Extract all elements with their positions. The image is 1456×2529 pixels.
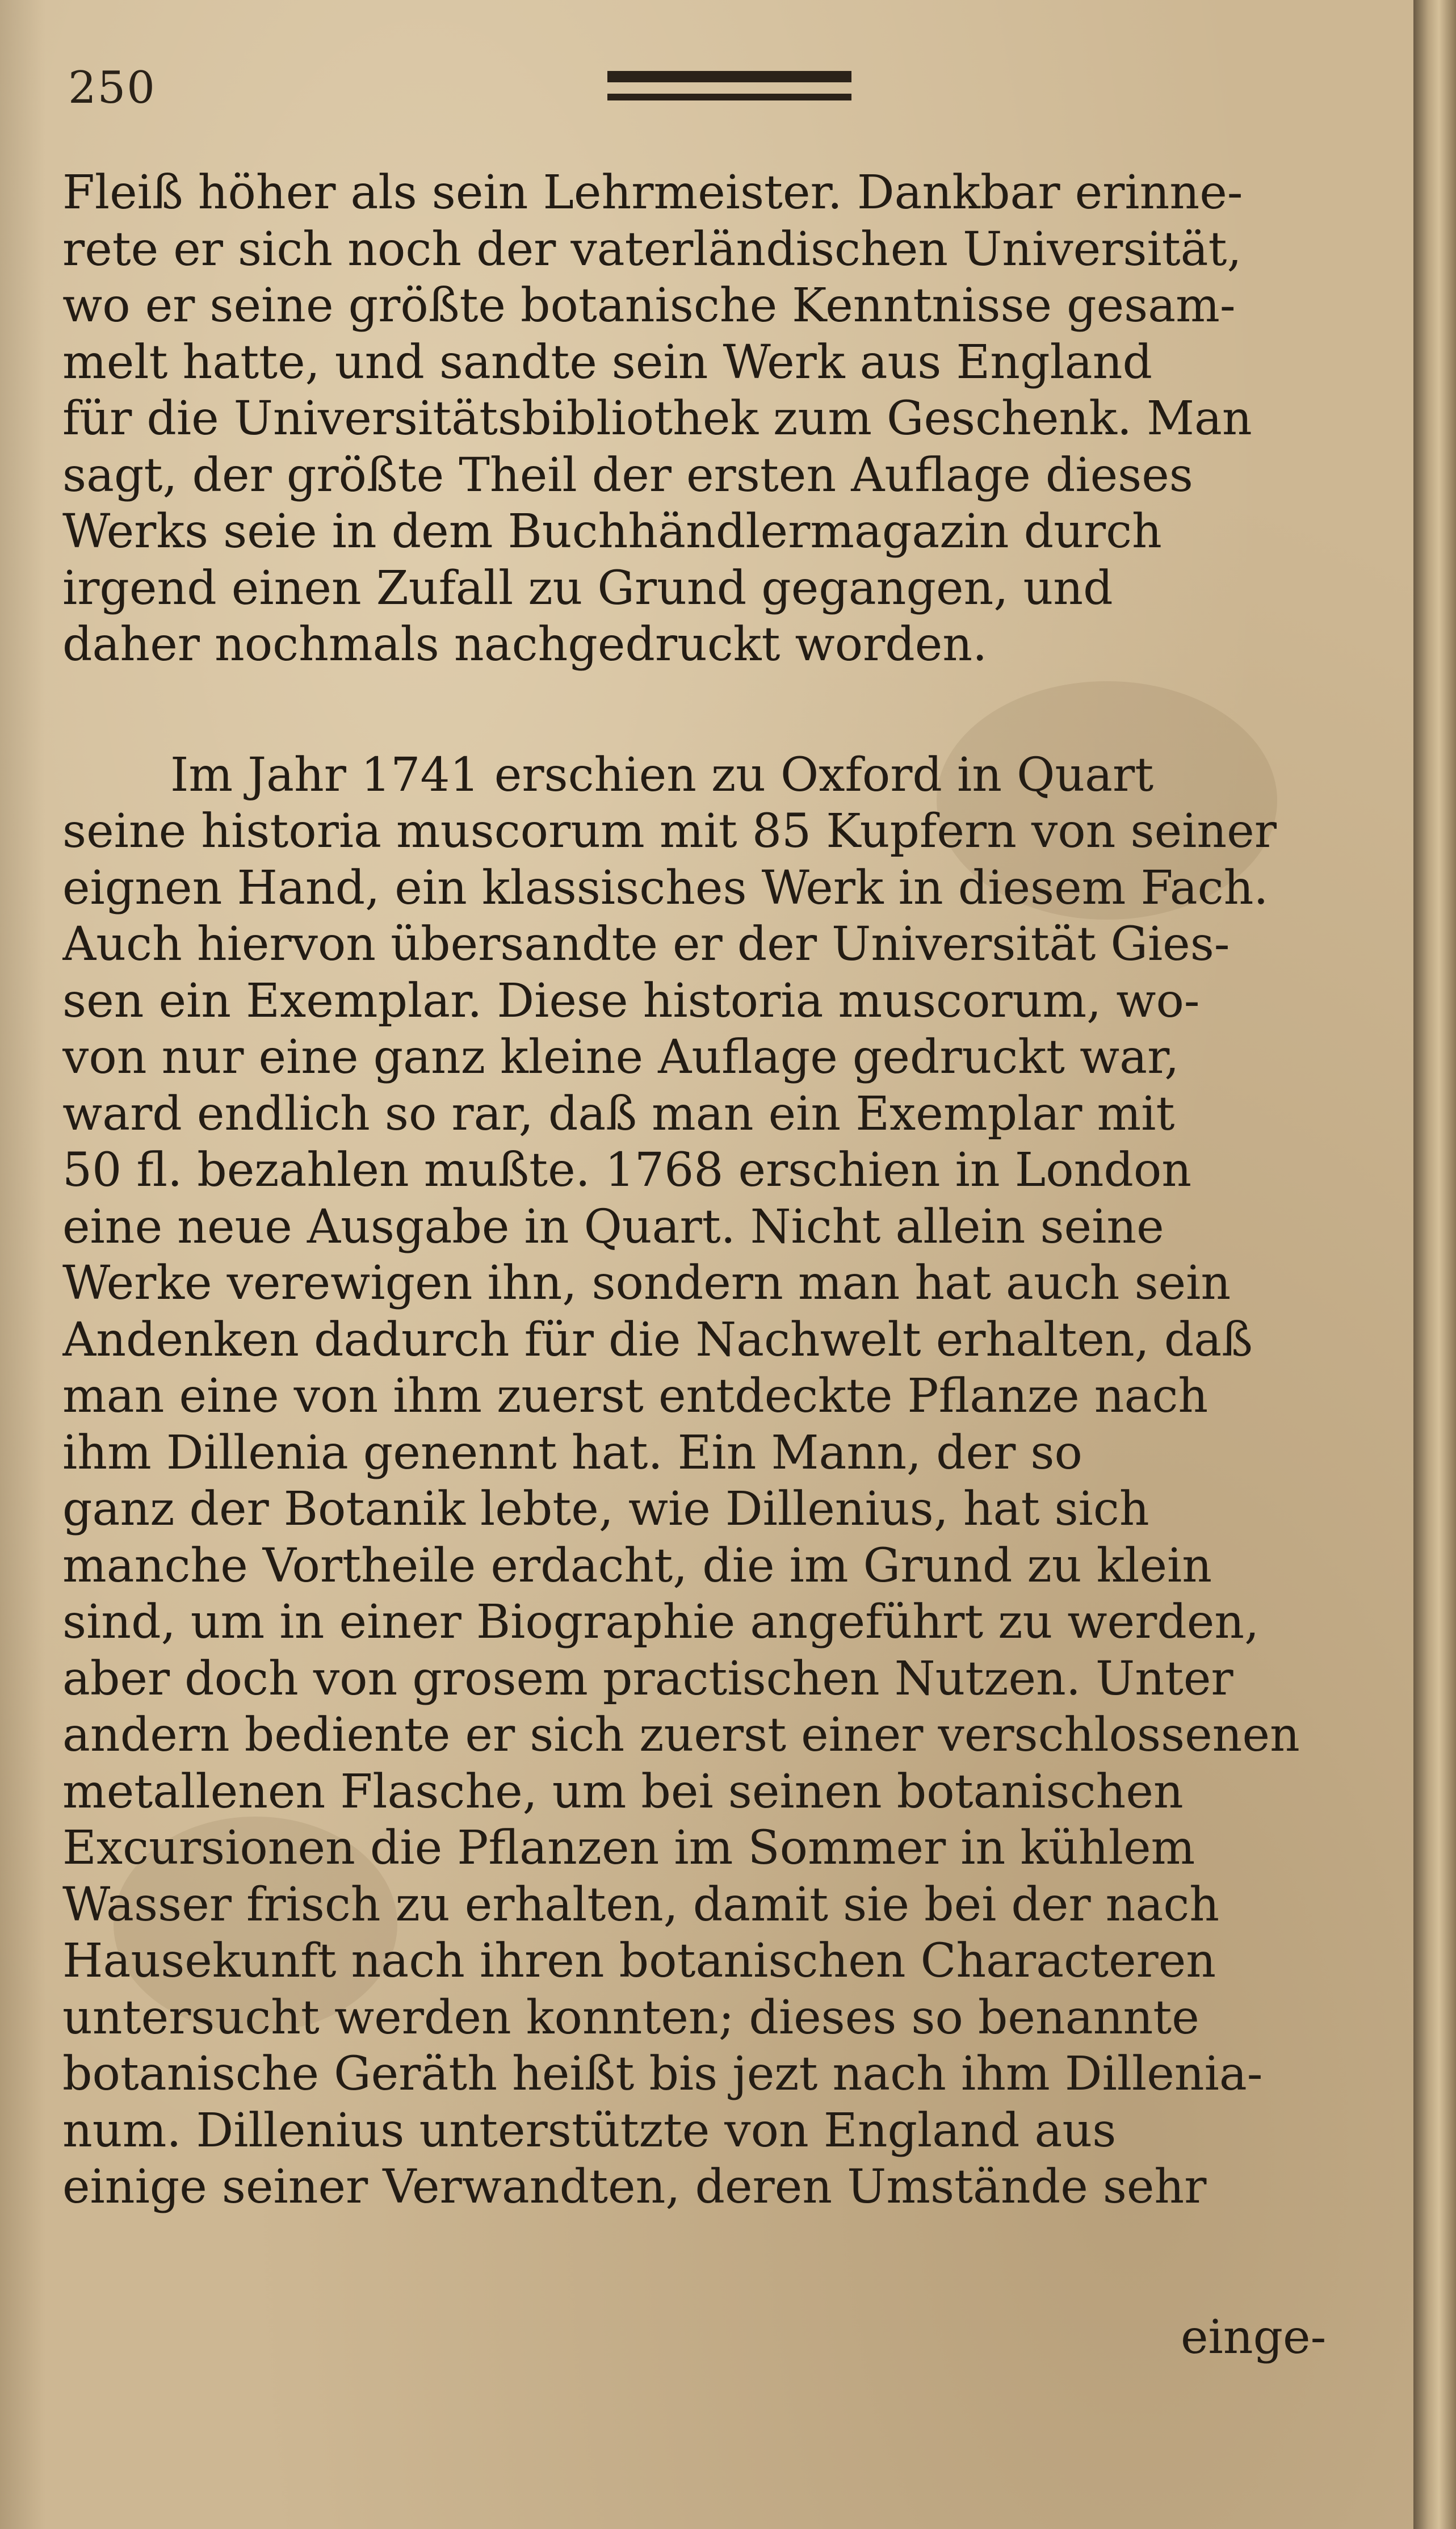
text-line: Excursionen die Pflanzen im Sommer in kühlem [62, 1821, 1195, 1875]
text-line: metallenen Flasche, um bei seinen botanischen [62, 1764, 1184, 1819]
text-line: Andenken dadurch für die Nachwelt erhalten, daß [62, 1312, 1253, 1367]
text-line: melt hatte, und sandte sein Werk aus England [62, 335, 1152, 389]
text-line: man eine von ihm zuerst entdeckte Pflanze nach [62, 1369, 1209, 1423]
text-line: sind, um in einer Biographie angeführt zu werden, [62, 1595, 1260, 1649]
page-number: 250 [68, 62, 156, 114]
text-line: seine historia muscorum mit 85 Kupfern von seiner [62, 804, 1277, 858]
text-line: andern bediente er sich zuerst einer verschlossenen [62, 1708, 1300, 1762]
text-line: von nur eine ganz kleine Auflage gedruckt war, [62, 1030, 1180, 1084]
header-ornament [607, 65, 851, 106]
text-line: eignen Hand, ein klassisches Werk in diesem Fach. [62, 861, 1269, 915]
text-line: rete er sich noch der vaterländischen Universität, [62, 222, 1242, 276]
paragraph-gap [62, 673, 1328, 747]
text-line: Im Jahr 1741 erschien zu Oxford in Quart [170, 748, 1154, 802]
text-line: Hausekunft nach ihren botanischen Characteren [62, 1934, 1216, 1988]
text-line: 50 fl. bezahlen mußte. 1768 erschien in London [62, 1143, 1192, 1197]
text-line: irgend einen Zufall zu Grund gegangen, und [62, 561, 1113, 615]
text-line: aber doch von grosem practischen Nutzen. Unter [62, 1651, 1233, 1706]
text-line: sagt, der größte Theil der ersten Auflage dieses [62, 448, 1193, 502]
text-line: einige seiner Verwandten, deren Umstände sehr [62, 2160, 1207, 2214]
text-line: eine neue Ausgabe in Quart. Nicht allein seine [62, 1200, 1164, 1254]
ornament-bar [607, 94, 851, 100]
text-line: Fleiß höher als sein Lehrmeister. Dankbar erinne- [62, 166, 1243, 220]
text-line: ganz der Botanik lebte, wie Dillenius, hat sich [62, 1482, 1149, 1536]
body-text [62, 165, 1328, 2216]
text-line: manche Vortheile erdacht, die im Grund zu klein [62, 1538, 1212, 1593]
catchword: einge- [1181, 2310, 1327, 2364]
text-line: ward endlich so rar, daß man ein Exemplar mit [62, 1087, 1175, 1141]
book-gutter [1413, 0, 1456, 2529]
text-line: für die Universitätsbibliothek zum Geschenk. Man [62, 392, 1252, 446]
text-line: untersucht werden konnten; dieses so benannte [62, 1990, 1199, 2045]
text-line: Werke verewigen ihn, sondern man hat auch sein [62, 1256, 1231, 1310]
ornament-bar [607, 71, 851, 82]
text-line: daher nochmals nachgedruckt worden. [62, 618, 988, 672]
text-line: Werks seie in dem Buchhändlermagazin durch [62, 505, 1162, 559]
text-line: num. Dillenius unterstützte von England aus [62, 2103, 1117, 2158]
text-line: wo er seine größte botanische Kenntnisse gesam- [62, 279, 1236, 333]
text-line: sen ein Exemplar. Diese historia muscorum, wo- [62, 974, 1200, 1028]
text-line: Auch hiervon übersandte er der Universität Gies- [62, 917, 1230, 971]
text-line: ihm Dillenia genennt hat. Ein Mann, der so [62, 1425, 1082, 1480]
text-line: Wasser frisch zu erhalten, damit sie bei der nach [62, 1877, 1220, 1932]
text-line: botanische Geräth heißt bis jezt nach ihm Dillenia- [62, 2047, 1263, 2101]
